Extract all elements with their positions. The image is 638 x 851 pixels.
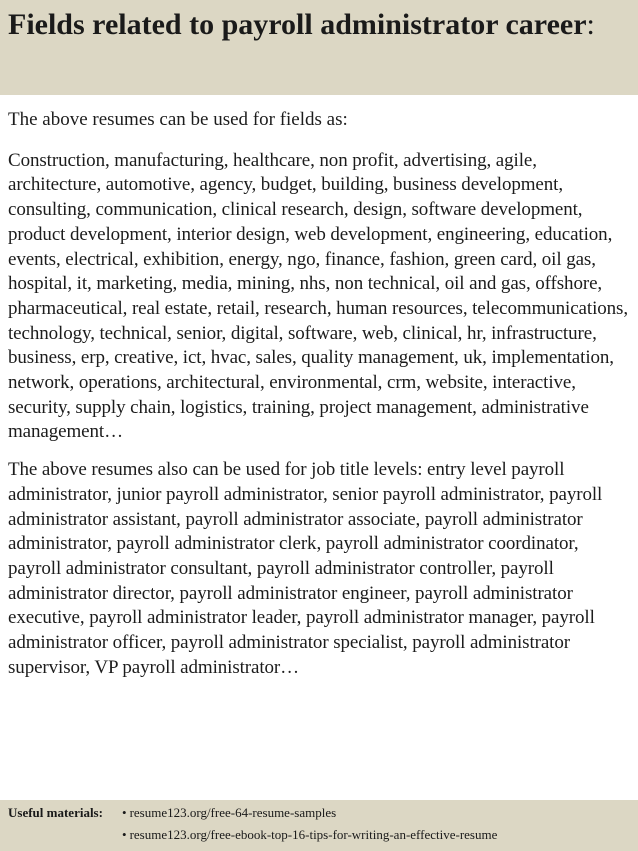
bullet-icon: • [122, 805, 127, 820]
page-title-text: Fields related to payroll administrator career [8, 8, 587, 41]
job-levels-list: The above resumes also can be used for job title levels: entry level payroll administrator, junior payroll administrator, senior payroll administrator, payroll administrator assistant, payroll administrator associate, payroll administrator administrator, payroll administrator clerk, payroll administrator coordinator, payroll administrator consultant, payroll administrator controller, payroll administrator director, payroll administrator engineer, payroll administrator executive, payroll administrator leader, payroll administrator manager, payroll administrator officer, payroll administrator specialist, payroll administrator supervisor, VP payroll administrator… [8, 459, 603, 678]
intro-text: The above resumes can be used for fields as: [8, 109, 348, 130]
footer-link-text: resume123.org/free-64-resume-samples [129, 805, 337, 820]
page-title-colon: : [586, 8, 595, 41]
footer-link-resume-samples[interactable] [122, 804, 336, 822]
footer-link-ebook-tips[interactable] [122, 826, 497, 844]
footer-link-text: resume123.org/free-ebook-top-16-tips-for-writing-an-effective-resume [129, 827, 498, 842]
bullet-icon: • [122, 827, 127, 842]
page-title [8, 4, 628, 46]
fields-list: Construction, manufacturing, healthcare, non profit, advertising, agile, architecture, automotive, agency, budget, building, business development, consulting, communication, clinical research, design, software development, product development, interior design, web development, engineering, education, events, electrical, exhibition, energy, ngo, finance, fashion, green card, oil gas, hospital, it, marketing, media, mining, nhs, non technical, oil and gas, offshore, pharmaceutical, real estate, retail, research, human resources, telecommunications, technology, technical, senior, digital, software, web, clinical, hr, infrastructure, business, erp, creative, ict, hvac, sales, quality management, uk, implementation, network, operations, architectural, environmental, crm, website, interactive, security, supply chain, logistics, training, project management, administrative management… [8, 149, 628, 443]
main-content [8, 108, 632, 680]
useful-materials-label: Useful materials: [8, 805, 103, 820]
